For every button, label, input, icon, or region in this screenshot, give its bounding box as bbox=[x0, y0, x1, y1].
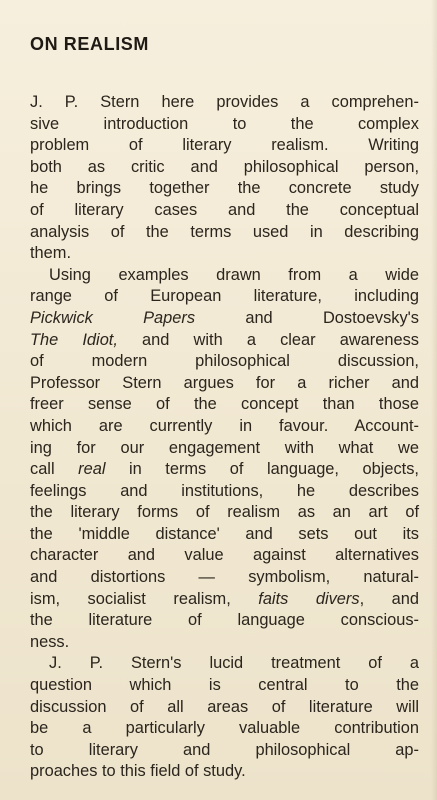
text-line: both as critic and philosophical person, bbox=[30, 157, 419, 176]
page-title: ON REALISM bbox=[30, 34, 150, 54]
text-line: and distortions — symbolism, natural- bbox=[30, 568, 419, 587]
text-line: the 'middle distance' and sets out its bbox=[30, 524, 419, 543]
text-line: of modern philosophical discussion, bbox=[30, 352, 419, 371]
text-line: them. bbox=[30, 244, 71, 263]
text-line: range of European literature, including bbox=[30, 287, 419, 306]
paragraph-conclusion bbox=[30, 653, 419, 783]
text-line: call real in terms of language, objects, bbox=[30, 460, 419, 479]
text-line: ism, socialist realism, faits divers, and bbox=[30, 589, 419, 608]
text-line: analysis of the terms used in describing bbox=[30, 222, 419, 241]
paragraph-intro bbox=[30, 92, 419, 265]
page-edge-shadow bbox=[431, 0, 437, 800]
text-line: question which is central to the bbox=[30, 676, 419, 695]
text-line: which are currently in favour. Account- bbox=[30, 416, 419, 435]
text-line: he brings together the concrete study bbox=[30, 179, 419, 198]
text-line: Professor Stern argues for a richer and bbox=[30, 373, 419, 392]
text-line: the literature of language conscious- bbox=[30, 611, 419, 630]
text-line: The Idiot, and with a clear awareness bbox=[30, 330, 419, 349]
text-line: problem of literary realism. Writing bbox=[30, 136, 419, 155]
text-line: J. P. Stern here provides a comprehen- bbox=[30, 93, 419, 111]
text-line: Using examples drawn from a wide bbox=[49, 265, 419, 284]
text-line: freer sense of the concept than those bbox=[30, 395, 419, 414]
text-line: sive introduction to the complex bbox=[30, 114, 419, 133]
blurb-body bbox=[30, 92, 419, 783]
text-line: ness. bbox=[30, 632, 70, 651]
text-line: the literary forms of realism as an art of bbox=[30, 503, 419, 522]
text-line: ing for our engagement with what we bbox=[30, 438, 419, 457]
text-line: feelings and institutions, he describes bbox=[30, 481, 419, 500]
text-line: discussion of all areas of literature will bbox=[30, 697, 419, 716]
text-line: to literary and philosophical ap- bbox=[30, 740, 419, 759]
text-line: be a particularly valuable contribution bbox=[30, 719, 419, 738]
paragraph-examples bbox=[30, 265, 419, 654]
text-line: of literary cases and the conceptual bbox=[30, 200, 419, 219]
text-line: character and value against alternatives bbox=[30, 546, 419, 565]
text-line: Pickwick Papers and Dostoevsky's bbox=[30, 308, 419, 327]
text-line: proaches to this field of study. bbox=[30, 762, 246, 781]
text-line: J. P. Stern's lucid treatment of a bbox=[49, 654, 419, 673]
